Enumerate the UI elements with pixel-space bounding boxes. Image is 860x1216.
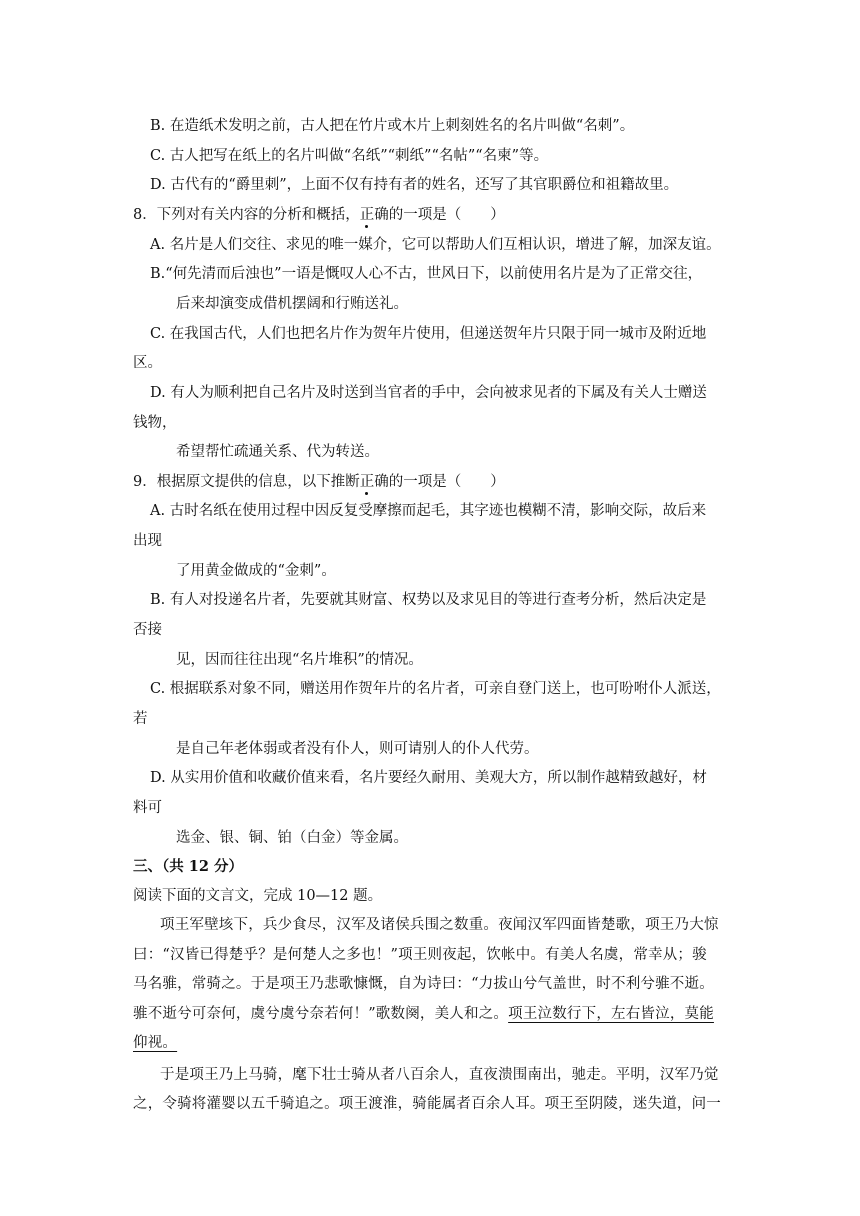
question9-option-c-line1: C. 根据联系对象不同，赠送用作贺年片的名片者，可亲自登门送上，也可吩咐仆人派送， [150,681,721,697]
passage-p1-line2: 曰：“汉皆已得楚乎？是何楚人之多也！”项王则夜起，饮帐中。有美人名虞，常幸从；骏 [133,947,707,963]
question7-option-d: D. 古代有的“爵里刺”，上面不仅有持有者的姓名，还写了其官职爵位和祖籍故里。 [150,177,679,193]
passage-p1-line3: 马名骓，常骑之。于是项王乃悲歌慷慨，自为诗曰：“力拔山兮气盖世，时不利兮骓不逝。 [133,976,714,992]
underlined-sentence: 项王泣数行下，左右皆泣，莫能 [508,1006,714,1022]
question9-option-d-line3: 选金、银、铜、铂（白金）等金属。 [176,830,408,846]
question7-option-b: B. 在造纸术发明之前，古人把在竹片或木片上刺刻姓名的名片叫做“名刺”。 [150,118,635,134]
question9-option-b-line3: 见，因而往往出现“名片堆积”的情况。 [176,652,423,668]
underlined-sentence-end: 仰视。 [133,1035,178,1051]
question9-option-d-line1: D. 从实用价值和收藏价值来看，名片要经久耐用、美观大方，所以制作越精致越好，材 [150,770,707,786]
passage-p1-line5 [133,1031,177,1052]
question8-option-d-line3: 希望帮忙疏通关系、代为转送。 [176,444,379,460]
question8-option-a: A. 名片是人们交往、求见的唯一媒介，它可以帮助人们互相认识，增进了解，加深友谊。 [150,237,721,253]
passage-p1-line4: 骓不逝兮可奈何，虞兮虞兮奈若何！”歌数阕，美人和之。项王泣数行下，左右皆泣，莫能 [133,1006,714,1022]
question9-option-c-line2: 若 [133,711,148,727]
emphasis-dot-mark: 正 [360,470,375,491]
question9-option-a-line3: 了用黄金做成的“金刺”。 [176,563,336,579]
question9-option-d-line2: 料可 [133,800,162,816]
question7-option-c: C. 古人把写在纸上的名片叫做“名纸”“刺纸”“名帖”“名柬”等。 [150,148,549,164]
question9-option-c-line3: 是自己年老体弱或者没有仆人，则可请别人的仆人代劳。 [176,741,539,757]
question8-option-d-line1: D. 有人为顺利把自己名片及时送到当官者的手中，会向被求见者的下属及有关人士赠送 [150,385,707,401]
passage-p1-line1: 项王军壁垓下，兵少食尽，汉军及诸侯兵围之数重。夜闻汉军四面皆楚歌，项王乃大惊 [160,917,719,933]
emphasis-dot-mark: 正 [360,203,375,224]
passage-p2-line1: 于是项王乃上马骑，麾下壮士骑从者八百余人，直夜溃围南出，驰走。平明，汉军乃觉 [160,1067,719,1083]
question8-option-d-line2: 钱物， [133,415,177,431]
question8-option-b-line2: 后来却演变成借机摆阔和行贿送礼。 [176,296,408,312]
question8-option-b-line1: B.“何先清而后浊也”一语是慨叹人心不古，世风日下，以前使用名片是为了正常交往， [150,266,703,282]
question9-option-a-line2: 出现 [133,533,162,549]
passage-p2-line2: 之，令骑将灌婴以五千骑追之。项王渡淮，骑能属者百余人耳。项王至阴陵，迷失道，问一 [133,1096,721,1112]
question8-option-c-line1: C. 在我国古代，人们也把名片作为贺年片使用，但递送贺年片只限于同一城市及附近地 [150,326,707,342]
question8-option-c-line2: 区。 [133,355,162,371]
question9-stem: 9．根据原文提供的信息，以下推断正确的一项是（ ） [133,470,505,491]
question9-option-b-line1: B. 有人对投递名片者，先要就其财富、权势以及求见目的等进行查考分析，然后决定是 [150,592,707,608]
question8-stem: 8．下列对有关内容的分析和概括，正确的一项是（ ） [133,203,505,224]
question9-option-b-line2: 否接 [133,622,162,638]
section3-instructions: 阅读下面的文言文，完成 10—12 题。 [133,888,383,904]
section3-title: 三、（共 12 分） [133,858,244,875]
question9-option-a-line1: A. 古时名纸在使用过程中因反复受摩擦而起毛，其字迹也模糊不清，影响交际，故后来 [150,503,707,519]
